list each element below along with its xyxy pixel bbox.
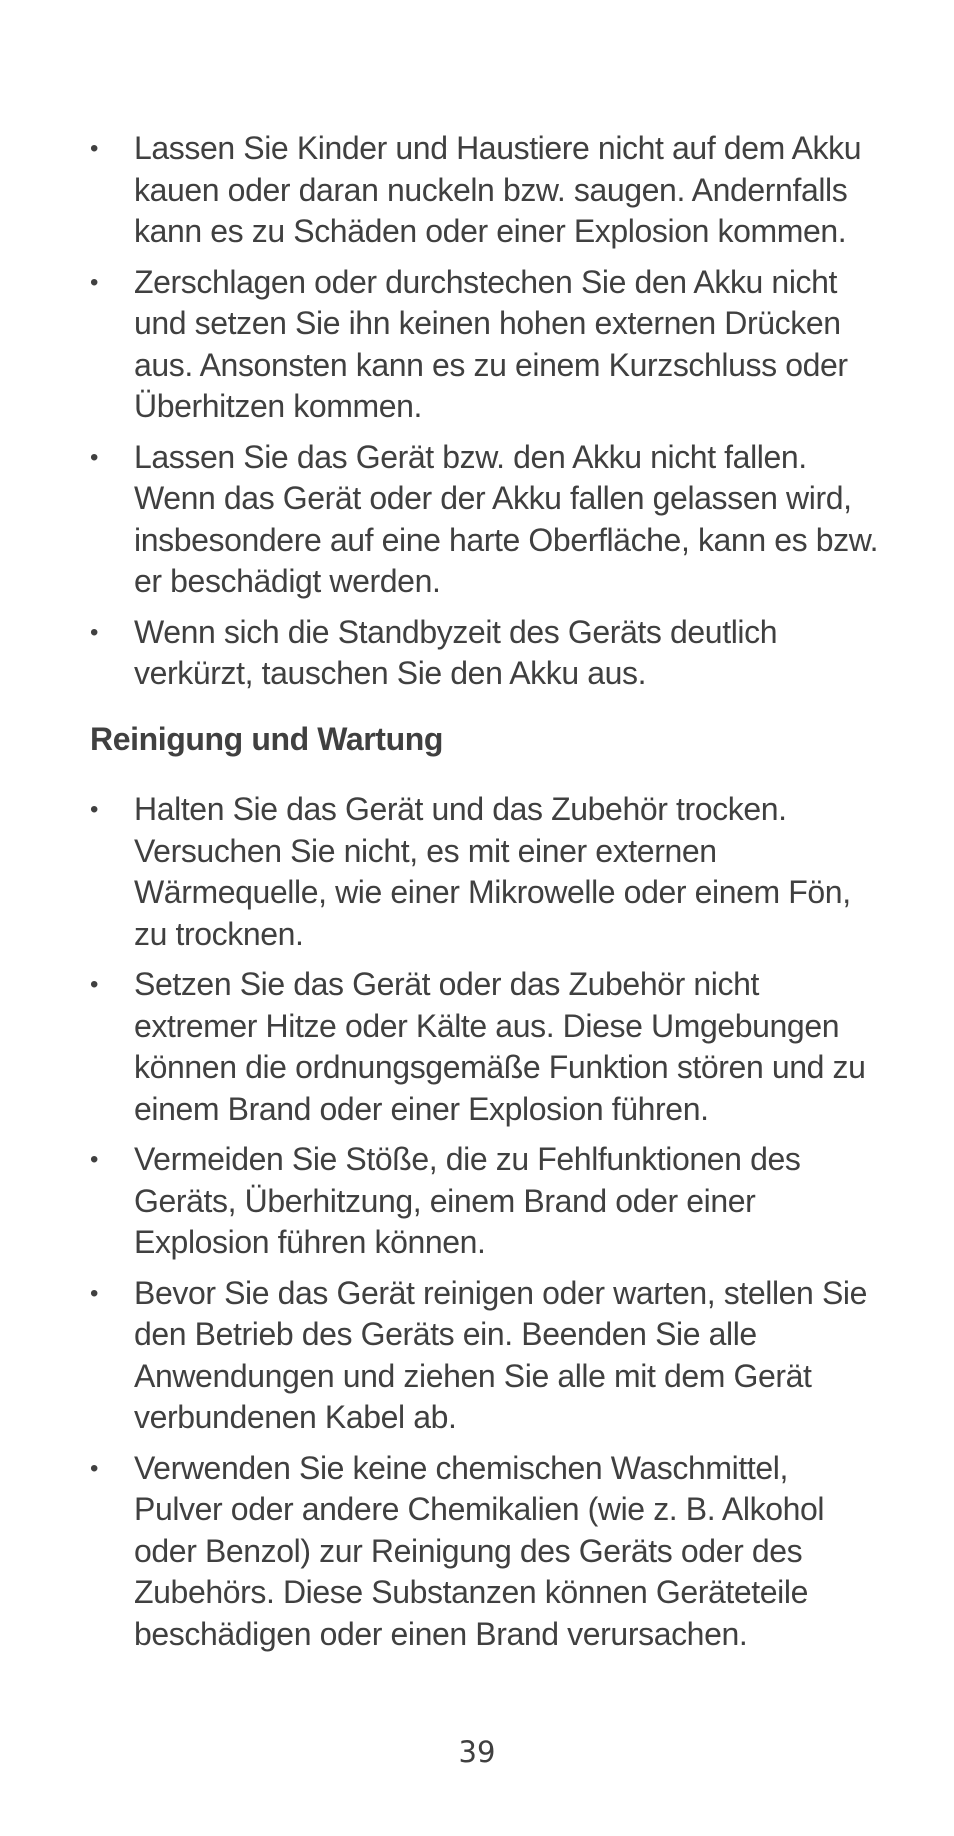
section-heading: Reinigung und Wartung — [90, 720, 444, 757]
list-item — [90, 128, 880, 253]
list-item-text: Bevor Sie das Gerät reinigen oder warten, stellen Sie den Betrieb des Geräts ein. Beenden Sie alle Anwendungen und ziehen Sie alle mit dem Gerät verbundenen Kabel ab. — [134, 1274, 867, 1435]
bullet-icon: • — [90, 796, 99, 823]
page-number: 39 — [458, 1735, 496, 1769]
list-item — [90, 789, 880, 955]
bullet-icon: • — [90, 971, 99, 998]
bullet-icon: • — [90, 618, 99, 646]
list-item — [90, 1448, 880, 1656]
list-item-text: Lassen Sie das Gerät bzw. den Akku nicht fallen. Wenn das Gerät oder der Akku fallen gelassen wird, insbesondere auf eine harte Oberfläche, kann es bzw. er beschädigt werden. — [134, 438, 879, 599]
list-item — [90, 1139, 880, 1264]
list-item — [90, 262, 880, 428]
list-item-text: Halten Sie das Gerät und das Zubehör trocken. Versuchen Sie nicht, es mit einer externen Wärmequelle, wie einer Mikrowelle oder einem Fön, zu trocknen. — [134, 791, 851, 952]
list-item-text: Verwenden Sie keine chemischen Waschmittel, Pulver oder andere Chemikalien (wie z. B. Alkohol oder Benzol) zur Reinigung des Geräts oder des Zubehörs. Diese Substanzen können Geräteteile beschädigen oder einen Brand verursachen. — [134, 1449, 825, 1652]
list-item — [90, 1273, 880, 1439]
bullet-icon: • — [90, 135, 99, 162]
bullet-icon: • — [90, 1454, 99, 1482]
bullet-icon: • — [90, 268, 99, 296]
list-item — [90, 437, 880, 603]
list-item-text: Wenn sich die Standbyzeit des Geräts deutlich verkürzt, tauschen Sie den Akku aus. — [134, 613, 778, 691]
list-item-text: Lassen Sie Kinder und Haustiere nicht auf dem Akku kauen oder daran nuckeln bzw. saugen. Andernfalls kann es zu Schäden oder einer Explosion kommen. — [134, 130, 862, 249]
list-item-text: Zerschlagen oder durchstechen Sie den Akku nicht und setzen Sie ihn keinen hohen externen Drücken aus. Ansonsten kann es zu einem Kurzschluss oder Überhitzen kommen. — [134, 263, 848, 424]
list-item-text: Setzen Sie das Gerät oder das Zubehör nicht extremer Hitze oder Kälte aus. Diese Umgebungen können die ordnungsgemäße Funktion stören und zu einem Brand oder einer Explosion führen. — [134, 966, 866, 1127]
bullet-icon: • — [90, 443, 99, 471]
list-item — [90, 964, 880, 1130]
cleaning-maintenance-list — [90, 789, 880, 1655]
battery-safety-list — [90, 128, 880, 695]
bullet-icon: • — [90, 1146, 99, 1173]
page-content — [90, 128, 880, 1664]
list-item — [90, 612, 880, 695]
list-item-text: Vermeiden Sie Stöße, die zu Fehlfunktionen des Geräts, Überhitzung, einem Brand oder einer Explosion führen können. — [134, 1141, 801, 1260]
bullet-icon: • — [90, 1279, 99, 1307]
